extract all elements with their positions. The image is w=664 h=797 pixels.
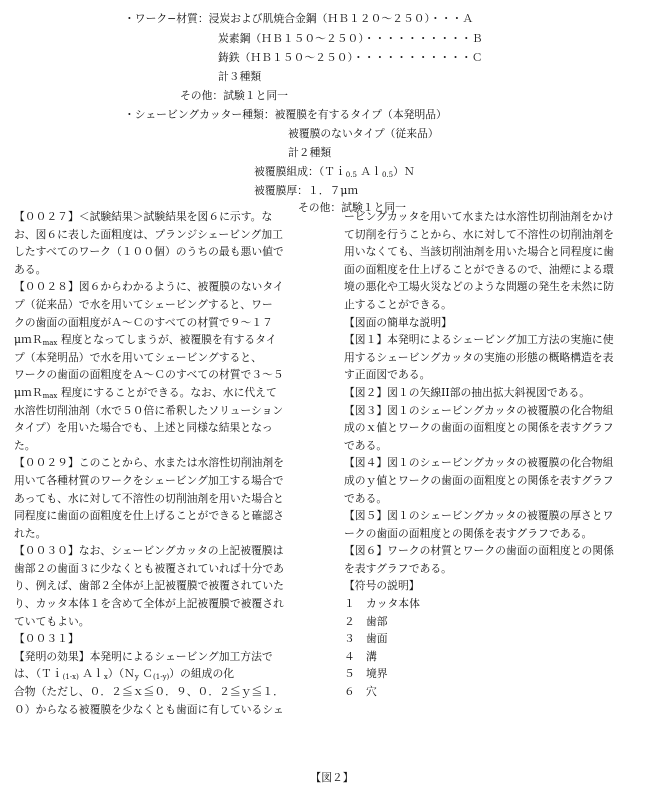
text-line: プ（従来品）で水を用いてシェービングすると、ワー [14,297,273,311]
coating-thickness-line [254,184,358,198]
text-line: ていてもよい。 [14,614,90,628]
symbol-name: 歯面 [366,632,388,646]
symbol-item [344,648,656,666]
composition-part: （Ｔｉ [318,165,346,178]
symbol-number: ３ [344,632,355,646]
text-line: 成のｘ値とワークの歯面の面粗度との関係を表すグラフ [344,421,614,435]
text-line: 【００３０】なお、シェービングカッタの上記被覆膜は [14,544,284,558]
text-line: 【００３１】 [14,632,79,646]
text-line: り、例えば、歯部２全体が上記被覆膜で被覆されていた [14,579,284,593]
material-label: ・ワーク−材質： [124,12,209,25]
text-line: あっても、水に対して不溶性の切削油剤を用いた場合と [14,491,284,505]
text-part: 程度となってしまうが、被覆膜を有するタイ [60,333,277,347]
text-line: したすべてのワーク（１００個）のうちの最も悪い値で [14,245,284,259]
rmax-subscript: max [42,339,58,348]
text-line: 面の面粗度を仕上げることができるので、油煙による環 [344,262,614,276]
cutter-type-label: ・シェービングカッター種類： [124,108,275,121]
symbol-name: カッタ本体 [366,597,420,611]
coating-composition-label: 被覆膜組成： [254,165,319,178]
text-line: 【図２】図１の矢線II部の抽出拡大斜視図である。 [344,385,591,399]
material-line [124,12,473,26]
text-line: ワークの歯面の面粗度をＡ〜Ｃのすべての材質で３〜５ [14,368,284,382]
text-part: μｍＲ [14,385,43,399]
left-column [14,208,324,718]
text-line: ０）からなる被覆膜を少なくとも歯面に有しているシェ [14,702,284,716]
text-line: 【図６】ワークの材質とワークの歯面の面粗度との関係 [344,544,614,558]
coating-thickness-value: １．７μｍ [307,184,359,197]
symbol-item [344,630,656,648]
text-part: Ｃ [142,667,154,681]
section-heading: 【符号の説明】 [344,579,420,593]
text-line: 同程度に歯面の面粗度を仕上げることができると確認さ [14,509,284,523]
material-a: 浸炭および肌焼合金鋼（ＨＢ１２０〜２５０）・・・Ａ [208,12,474,25]
symbol-number: ２ [344,614,355,628]
text-line: お、図６に表した面粗度は、プランジシェービング加工 [14,227,283,241]
text-line: である。 [344,438,388,452]
composition-part: ）Ｎ [393,165,415,178]
other-label-2: その他： [298,201,342,214]
right-column [344,208,656,701]
symbol-item [344,595,656,613]
symbol-number: ５ [344,667,355,681]
cutter-type-uncoated: 被覆膜のないタイプ（従来品） [288,127,439,140]
text-part: ）の組成の化 [169,667,235,681]
text-line: 用するシェービングカッタの実施の形態の概略構造を表 [344,350,614,364]
other-label-1: その他： [180,89,224,102]
text-line: 【００２８】図６からわかるように、被覆膜のないタイ [14,280,284,294]
text-line: 【００２９】このことから、水または水溶性切削油剤を [14,456,284,470]
symbol-number: ６ [344,685,355,699]
cutter-type-line [124,108,447,122]
text-part: ）（Ｎ [107,667,135,681]
text-line: 止することができる。 [344,297,452,311]
text-line: れた。 [14,526,47,540]
text-line [14,331,324,349]
text-line: 用いなくても、当該切削油剤を用いた場合と同程度に歯 [344,245,614,259]
text-line: 水溶性切削油剤（水で５０倍に希釈したソリューション [14,403,284,417]
formula-subscript: x [103,673,108,682]
symbol-number: ４ [344,649,355,663]
text-line: クの歯面の面粗度がＡ〜Ｃのすべての材質で９〜１７ [14,315,273,329]
text-line: て切削を行うことから、水に対して不溶性の切削油剤を [344,227,614,241]
text-line: を表すグラフである。 [344,561,452,575]
text-line: り、カッタ本体１を含めて全体が上記被覆膜で被覆され [14,597,284,611]
other-text-2: 試験１と同一 [341,201,406,214]
text-part: Ａｌ [82,667,104,681]
symbol-item [344,665,656,683]
other-line-1 [180,89,288,103]
symbol-item [344,683,656,701]
symbol-number: １ [344,597,355,611]
text-line: 【図５】図１のシェービングカッタの被覆膜の厚さとワ [344,509,614,523]
text-part: 程度にすることができる。なお、水に代えて [60,385,277,399]
coating-composition-line [254,165,415,182]
other-text-1: 試験１と同一 [223,89,288,102]
symbol-name: 溝 [366,649,377,663]
symbol-name: 穴 [366,685,377,699]
text-part: μｍＲ [14,333,43,347]
symbol-name: 境界 [366,667,388,681]
text-line: 【００２７】＜試験結果＞試験結果を図６に示す。な [14,210,273,223]
text-line: タイプ）を用いた場合でも、上述と同様な結果となっ [14,421,273,435]
coating-thickness-label: 被覆膜厚： [254,184,308,197]
material-b: 炭素鋼（ＨＢ１５０〜２５０）・・・・・・・・・・Ｂ [218,32,483,45]
text-line: 歯部２の歯面３に少なくとも被覆されていれば十分であ [14,561,284,575]
text-line: 境の悪化や工場火災などのような問題の発生を未然に防 [344,280,614,294]
rmax-subscript: max [42,391,58,400]
material-total: 計３種類 [218,70,262,83]
figure-caption: 【図２】 [310,771,354,784]
composition-subscript: 0.5 [345,171,357,179]
text-line: ークの歯面の面粗度との関係を表すグラフである。 [344,526,593,540]
text-line [14,384,324,402]
formula-subscript: y [134,673,139,682]
text-line: 【図１】本発明によるシェービング加工方法の実施に使 [344,333,614,347]
section-heading: 【図面の簡単な説明】 [344,315,452,329]
material-c: 鋳鉄（ＨＢ１５０〜２５０）・・・・・・・・・・・Ｃ [218,51,483,64]
text-line: 成のｙ値とワークの歯面の面粗度との関係を表すグラフ [344,473,614,487]
formula-subscript: (1-x) [62,673,79,682]
text-line: である。 [344,491,388,505]
text-line: 合物（ただし、０．２≦ｘ≦０．９、０．２≦ｙ≦１． [14,685,284,699]
formula-line [14,665,324,683]
text-line: ある。 [14,262,47,276]
symbol-name: 歯部 [366,614,388,628]
text-line: ービングカッタを用いて水または水溶性切削油剤をかけ [344,210,614,223]
text-line: 【発明の効果】本発明によるシェービング加工方法で [14,649,273,663]
cutter-type-coated: 被覆膜を有するタイプ（本発明品） [274,108,447,121]
cutter-type-total: 計２種類 [288,146,332,159]
text-line: た。 [14,438,36,452]
text-line: す正面図である。 [344,368,431,382]
text-line: プ（本発明品）で水を用いてシェービングすると、 [14,350,262,364]
composition-part: Ａｌ [360,165,382,178]
text-line: 【図４】図１のシェービングカッタの被覆膜の化合物組 [344,456,614,470]
composition-subscript: 0.5 [381,171,394,179]
symbol-item [344,613,656,631]
text-line: 【図３】図１のシェービングカッタの被覆膜の化合物組 [344,403,614,417]
text-part: は、（Ｔｉ [14,667,63,681]
formula-subscript: (1-y) [153,673,170,682]
text-line: 用いて各種材質のワークをシェービング加工する場合で [14,473,284,487]
